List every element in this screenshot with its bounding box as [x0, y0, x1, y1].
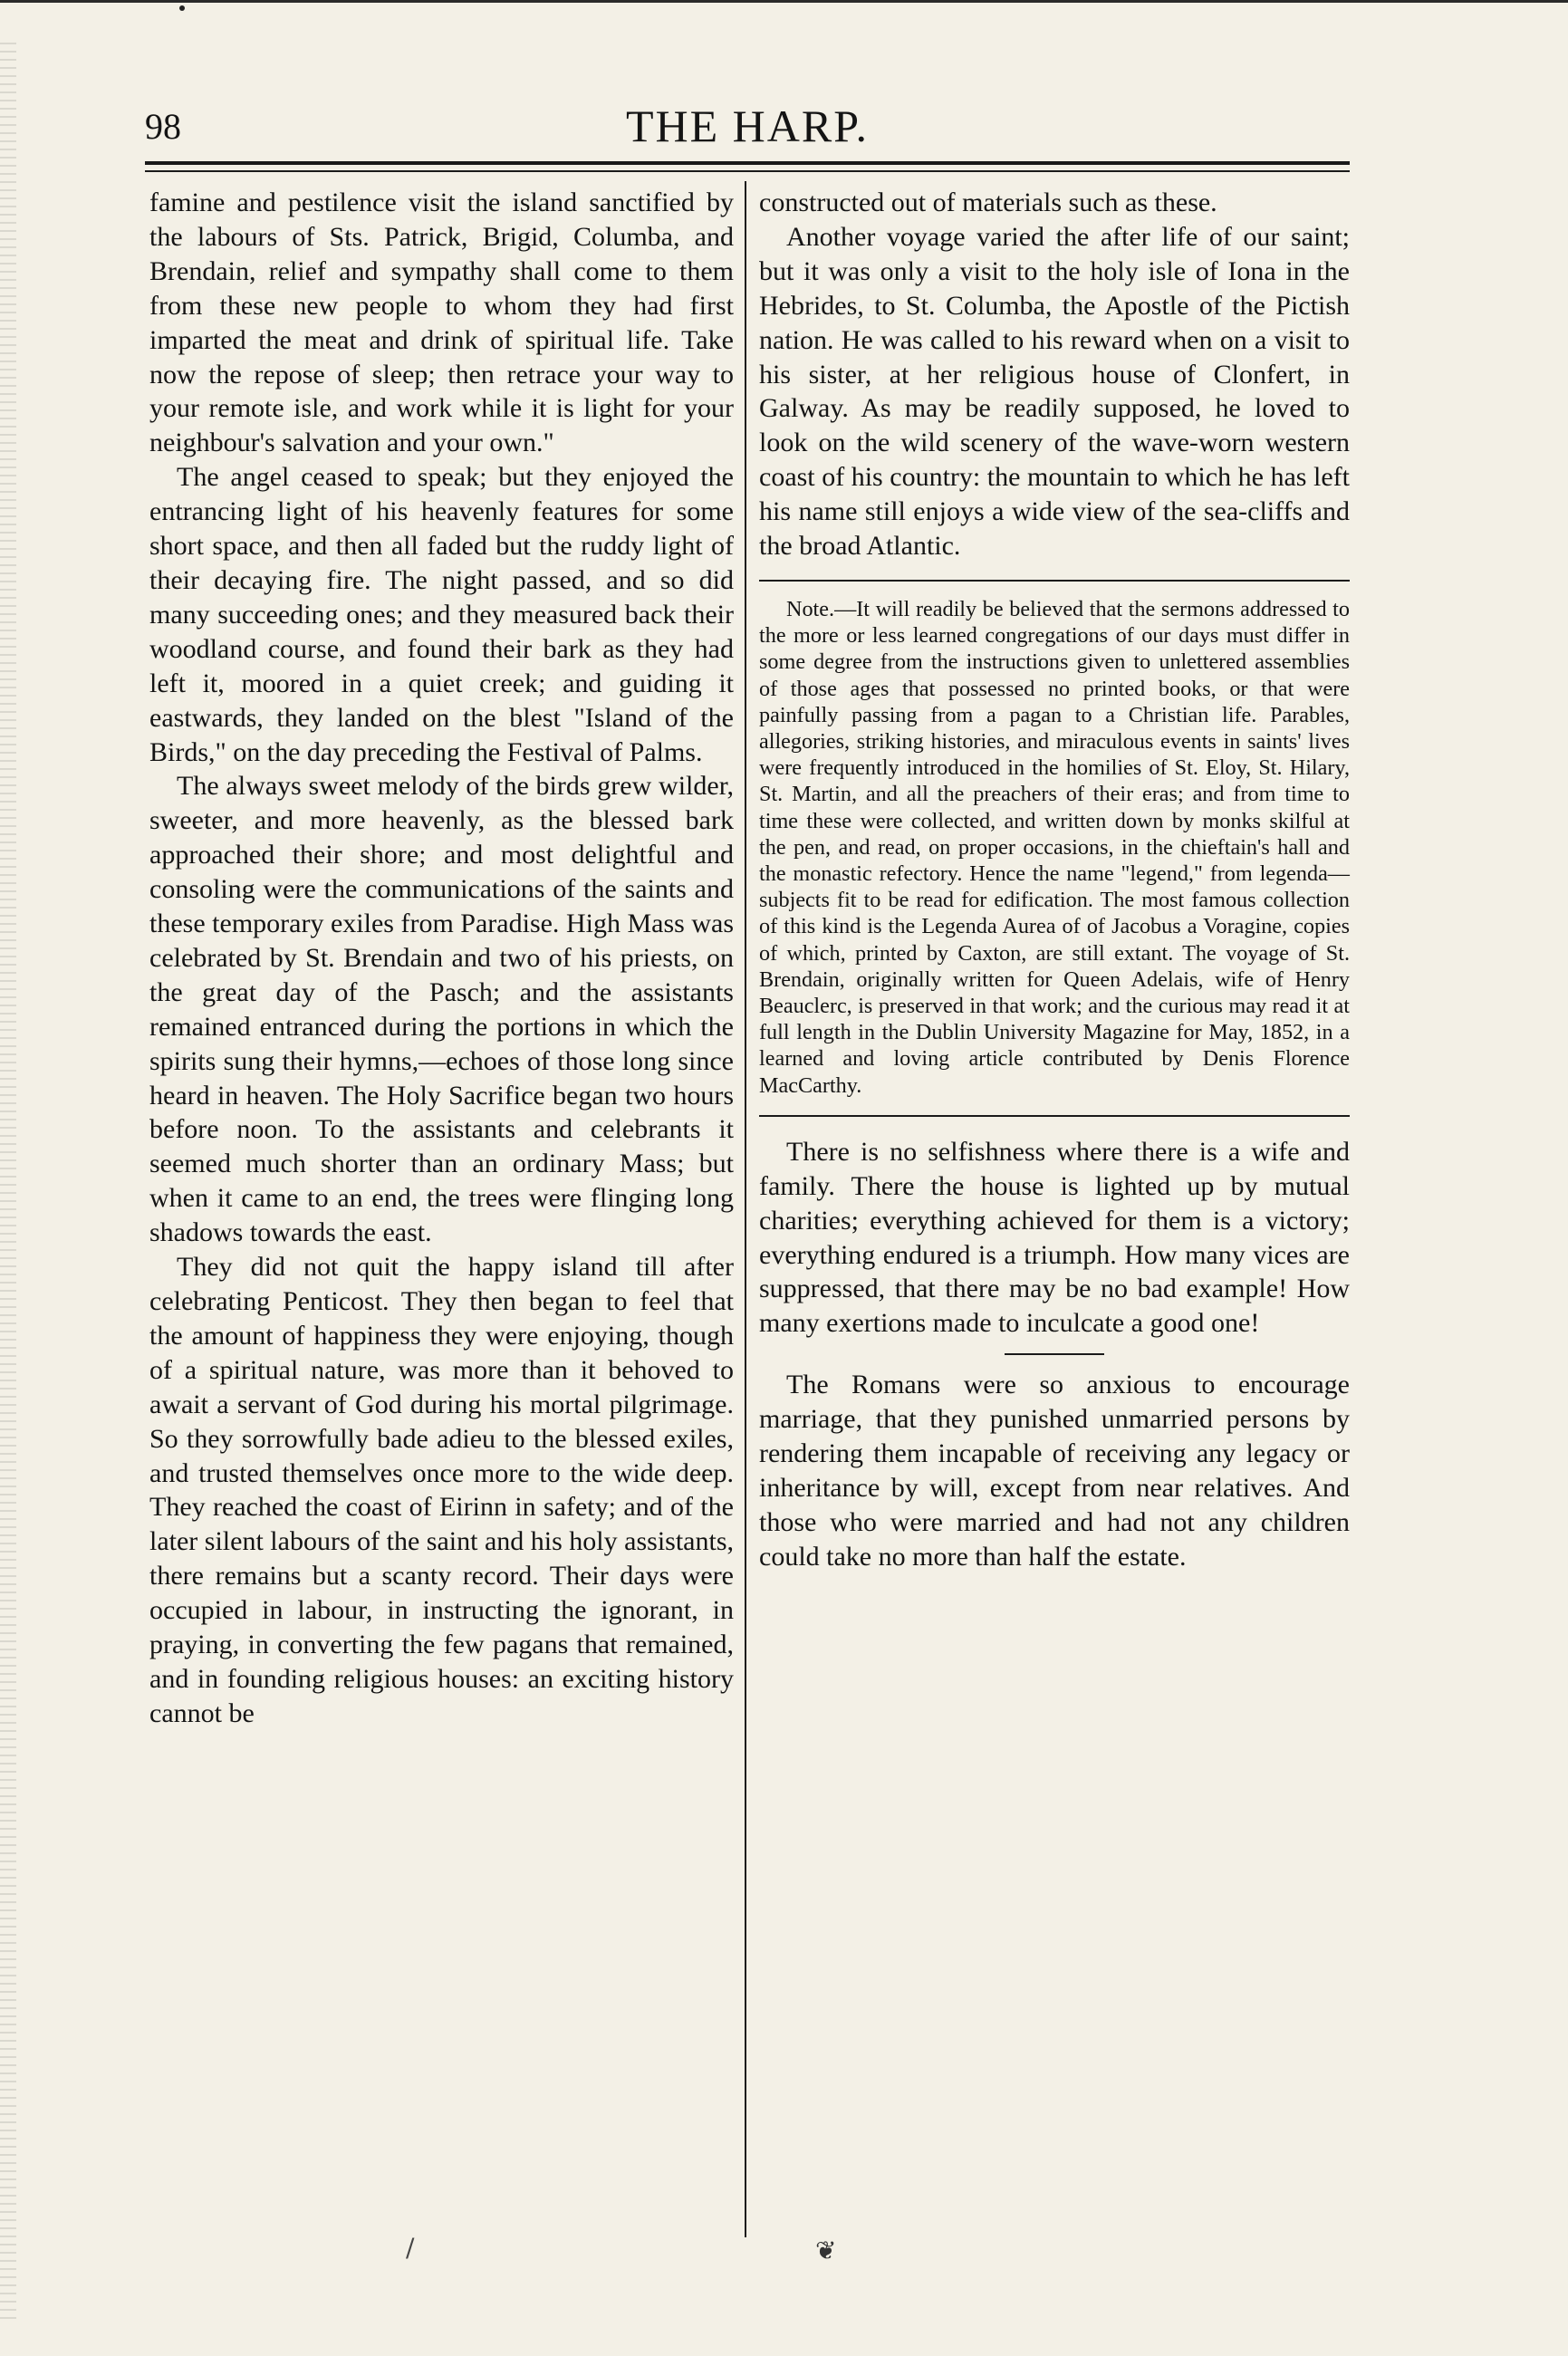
header-rule-thick	[145, 161, 1350, 165]
left-margin-speckle	[0, 36, 16, 2319]
top-border-rule	[0, 0, 1568, 3]
column-divider	[745, 181, 746, 2237]
footnote: Note.—It will readily be believed that the sermons addressed to the more or less learned congregations of our days must differ in some degree from the instructions given to unlettered assemblies of those ages that possessed no printed books, or that were painfully passing from a pagan to a Christian life. Parables, allegories, striking histories, and miraculous events in saints' lives were frequently introduced in the homilies of St. Eloy, St. Hilary, St. Martin, and all the preachers of their eras; and from time to time these were collected, and written down by monks skilful at the pen, and read, on proper occasions, in the chieftain's hall and the monastic refectory. Hence the name "legend," from legenda—subjects fit to be read for edification. The most famous collection of this kind is the Legenda Aurea of of Jacobus a Voragine, copies of which, printed by Caxton, are still extant. The voyage of St. Brendain, originally written for Queen Adelais, wife of Henry Beauclerc, is preserved in that work; and the curious may read it at full length in the Dublin University Magazine for May, 1852, in a learned and loving article contributed by Denis Florence MacCarthy.	[759, 596, 1350, 1098]
left-paragraph: The angel ceased to speak; but they enjoyed the entrancing light of his heavenly features for some short space, and then all faded but the ruddy light of their decaying fire. The night passed, and so did many succeeding ones; and they measured back their woodland course, and found their bark as they had left it, moored in a quiet creek; and guiding it eastwards, they landed on the blest "Island of the Birds," on the day preceding the Festival of Palms.	[149, 462, 734, 767]
stray-mark: /	[406, 2233, 415, 2263]
short-separator-rule	[1005, 1353, 1104, 1355]
page-number: 98	[145, 106, 181, 147]
left-paragraph: They did not quit the happy island till after celebrating Penticost. They then began to feel that the amount of happiness they were enjoying, though of a spiritual nature, was more than it behoved to await a servant of God during his mortal pilgrimage. So they sorrowfully bade adieu to the blessed exiles, and trusted themselves once more to the wide deep. They reached the coast of Eirinn in safety; and of the later silent labours of the saint and his holy assistants, there remains but a scanty record. Their days were occupied in labour, in instructing the ignorant, in praying, in converting the few pagans that remained, and in founding religious houses: an exciting history cannot be	[149, 1252, 734, 1728]
right-paragraph: constructed out of materials such as these.	[759, 188, 1217, 217]
right-paragraph: Another voyage varied the after life of our saint; but it was only a visit to the holy isle of Iona in the Hebrides, to St. Columba, the Apostle of the Pictish nation. He was called to his reward when on a visit to his sister, at her religious house of Clonfert, in Galway. As may be readily supposed, he loved to look on the wild scenery of the wave-worn western coast of his country: the mountain to which he has left his name still enjoys a wide view of the sea-cliffs and the broad Atlantic.	[759, 221, 1350, 562]
ink-dot	[179, 5, 185, 11]
left-paragraph: famine and pestilence visit the island sanctified by the labours of Sts. Patrick, Brigid, Columba, and Brendain, relief and sympathy shall come to them from these new people to whom they had first imparted the meat and drink of spiritual life. Take now the repose of sleep; then retrace your way to your remote isle, and work while it is light for your neighbour's salvation and your own."	[149, 188, 734, 458]
filler-separator-rule	[759, 1115, 1350, 1117]
filler-paragraph: The Romans were so anxious to encourage marriage, that they punished unmarried persons by rendering them incapable of receiving any legacy or inheritance by will, except from near relatives. And those who were married and had not any children could take no more than half the estate.	[759, 1370, 1350, 1572]
left-paragraph: The always sweet melody of the birds grew wilder, sweeter, and more heavenly, as the blessed bark approached their shore; and most delightful and consoling were the communications of the saints and these temporary exiles from Paradise. High Mass was celebrated by St. Brendain and two of his priests, on the great day of the Pasch; and the assistants remained entranced during the portions in which the spirits sung their hymns,—echoes of those long since heard in heaven. The Holy Sacrifice began two hours before noon. To the assistants and celebrants it seemed much shorter than an ordinary Mass; but when it came to an end, the trees were flinging long shadows towards the east.	[149, 771, 734, 1248]
page-header	[145, 100, 1350, 154]
right-column	[759, 186, 1350, 1574]
filler-paragraph: There is no selfishness where there is a wife and family. There the house is lighted up by mutual charities; everything achieved for them is a victory; everything endured is a triumph. How many vices are suppressed, that there may be no bad example! How many exertions made to inculcate a good one!	[759, 1136, 1350, 1339]
running-title: THE HARP.	[625, 101, 870, 151]
left-column	[149, 186, 734, 1731]
ornament-icon: ❦	[815, 2236, 837, 2265]
header-rule-thin	[145, 170, 1350, 172]
note-separator-rule	[759, 580, 1350, 582]
